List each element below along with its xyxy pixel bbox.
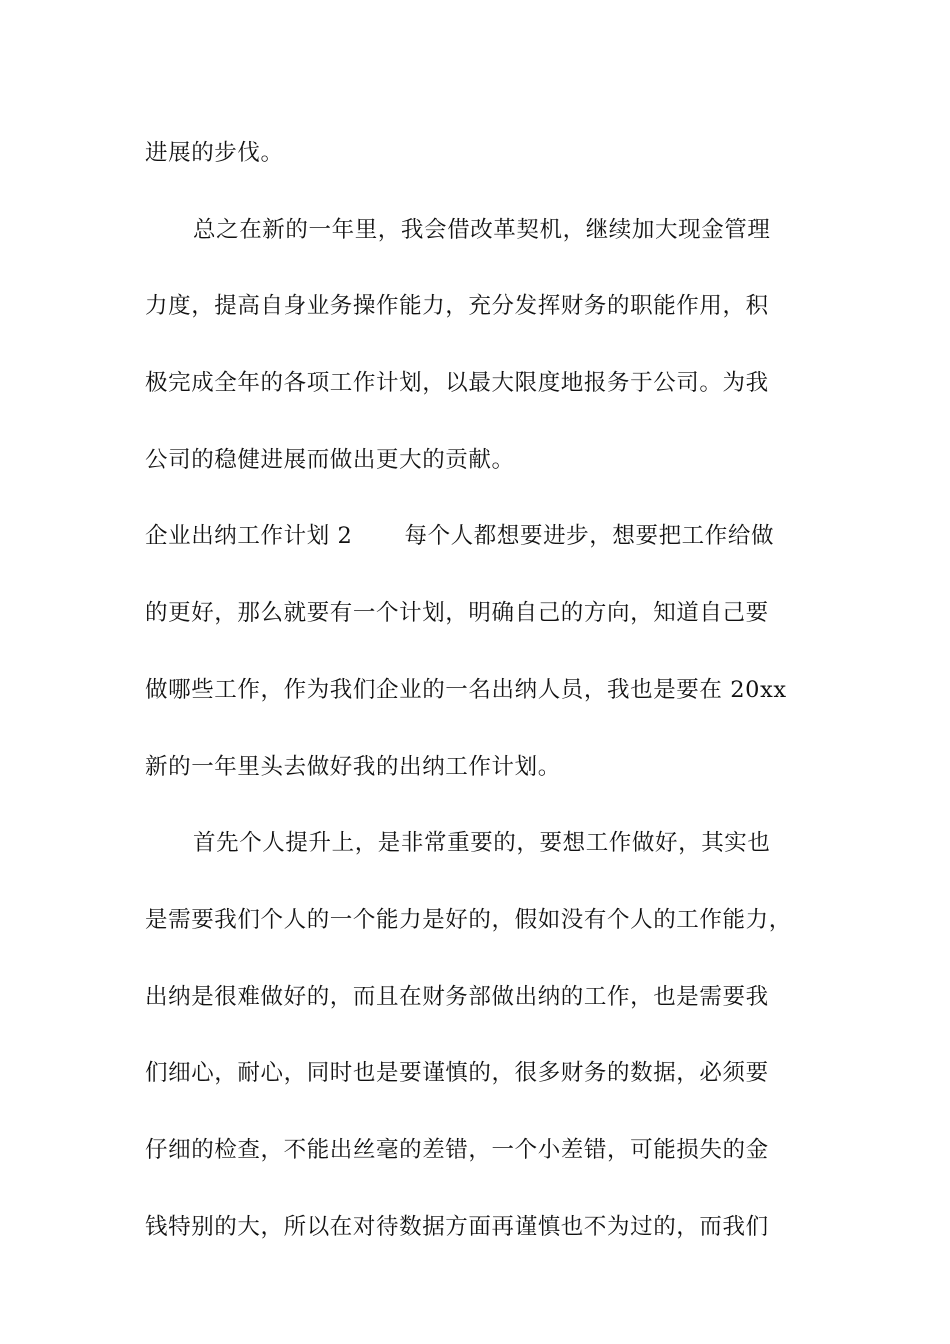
text-line: 总之在新的一年里，我会借改革契机，继续加大现金管理 <box>193 216 771 243</box>
text-line: 新的一年里头去做好我的出纳工作计划。 <box>145 753 561 780</box>
text-line: 出纳是很难做好的，而且在财务部做出纳的工作，也是需要我 <box>145 983 769 1010</box>
text-line: 每个人都想要进步，想要把工作给做 <box>404 523 775 550</box>
text-line: 做哪些工作，作为我们企业的一名出纳人员，我也是要在 20xx <box>145 676 787 703</box>
text-line: 钱特别的大，所以在对待数据方面再谨慎也不为过的，而我们 <box>145 1213 769 1240</box>
text-line: 们细心，耐心，同时也是要谨慎的，很多财务的数据，必须要 <box>145 1060 769 1087</box>
document-body <box>145 126 825 1276</box>
text-line: 力度，提高自身业务操作能力，充分发挥财务的职能作用，积 <box>145 293 769 320</box>
text-line: 进展的步伐。 <box>145 140 284 166</box>
text-line: 的更好，那么就要有一个计划，明确自己的方向，知道自己要 <box>145 600 769 627</box>
text-line: 是需要我们个人的一个能力是好的，假如没有个人的工作能力， <box>145 906 792 933</box>
text-line: 极完成全年的各项工作计划，以最大限度地报务于公司。为我 <box>145 370 769 397</box>
section-heading: 企业出纳工作计划 2 <box>145 523 353 550</box>
section-heading-line <box>145 509 825 586</box>
text-line: 公司的稳健进展而做出更大的贡献。 <box>145 446 515 473</box>
text-line: 首先个人提升上，是非常重要的，要想工作做好，其实也 <box>193 830 771 857</box>
text-line: 仔细的检查，不能出丝毫的差错，一个小差错，可能损失的金 <box>145 1136 769 1163</box>
